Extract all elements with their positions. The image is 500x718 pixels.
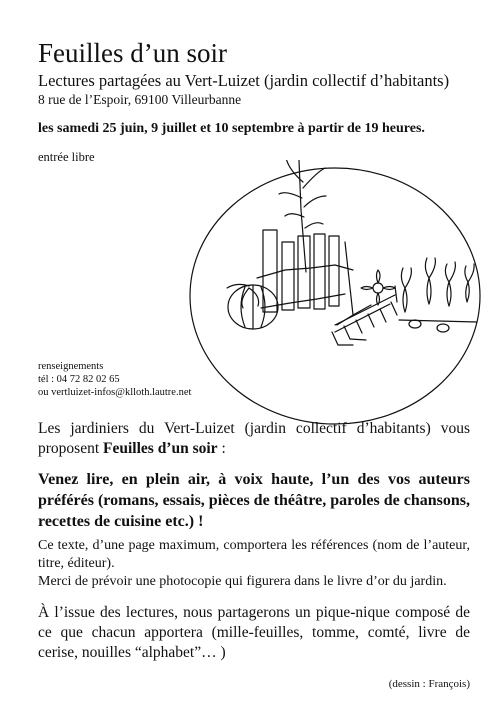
intro-paragraph <box>38 419 470 459</box>
poster-subtitle: Lectures partagées au Vert-Luizet (jardin collectif d’habitants) <box>38 71 450 90</box>
photocopy-text: Merci de prévoir une photocopie qui figurera dans le livre d’or du jardin. <box>38 574 447 589</box>
intro-text: Les jardiniers du Vert-Luizet (jardin collectif d’habitants) vous proposent <box>38 420 470 457</box>
event-dates: les samedi 25 juin, 9 juillet et 10 septembre à partir de 19 heures. <box>38 121 425 136</box>
contact-phone: tél : 04 72 82 02 65 <box>38 374 120 385</box>
intro-event-name: Feuilles d’un soir <box>103 440 218 457</box>
address: 8 rue de l’Espoir, 69100 Villeurbanne <box>38 92 242 107</box>
garden-drawing <box>185 160 485 430</box>
callout-paragraph: Venez lire, en plein air, à voix haute, l’un des vos auteurs préférés (romans, essais, pièces de théâtre, paroles de chansons, recettes de cuisine etc.) ! <box>38 471 470 530</box>
reference-text: Ce texte, d’une page maximum, comportera les références (nom de l’auteur, titre, éditeur). <box>38 538 470 571</box>
drawing-credit: (dessin : François) <box>388 678 470 690</box>
intro-suffix: : <box>217 440 226 457</box>
contact-email: ou vertluizet-infos@klloth.lautre.net <box>38 387 192 398</box>
contact-heading: renseignements <box>38 361 104 372</box>
entry-note: entrée libre <box>38 150 95 164</box>
instructions-paragraph <box>38 537 470 591</box>
contact-block <box>38 360 191 399</box>
closing-paragraph: À l’issue des lectures, nous partagerons un pique-nique composé de ce que chacun apportera (mille-feuilles, tomme, comté, livre de cerise, nouilles “alphabet”… ) <box>38 604 470 661</box>
poster-title: Feuilles d’un soir <box>38 38 227 68</box>
